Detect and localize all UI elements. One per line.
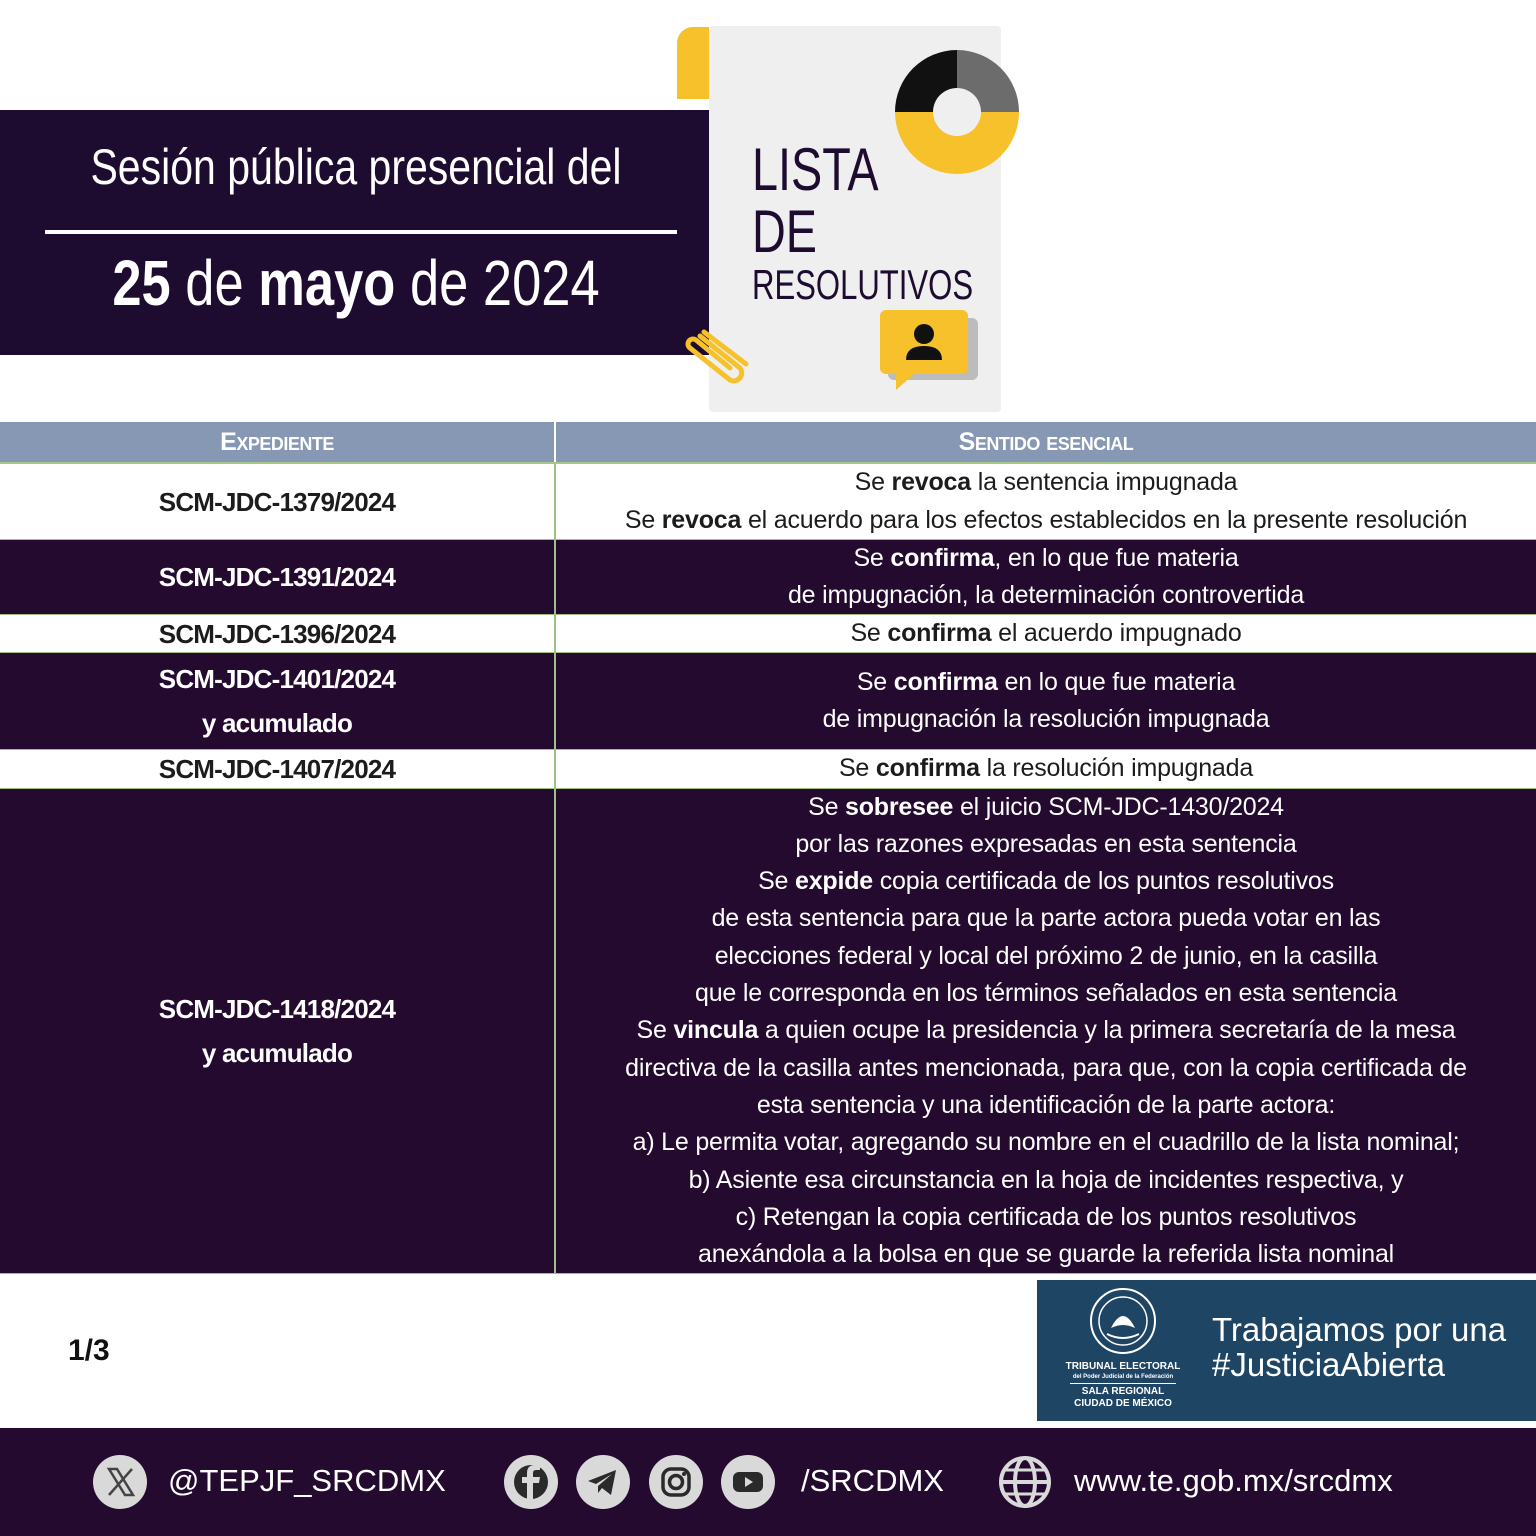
sentido-text: Se xyxy=(850,618,888,647)
institution-name-line4: CIUDAD DE MÉXICO xyxy=(1074,1398,1172,1409)
expediente-text: SCM-JDC-1391/2024 xyxy=(158,562,396,592)
header-sentido: Sentido esencial xyxy=(958,427,1134,456)
sentido-text: Se xyxy=(624,505,662,534)
sentido-text: Se xyxy=(854,468,892,497)
telegram-icon[interactable] xyxy=(576,1455,630,1509)
table-row xyxy=(0,750,1536,789)
sentido-line xyxy=(712,900,1381,937)
resolutions-table xyxy=(0,422,1536,1274)
expediente-text: y acumulado xyxy=(201,1038,353,1068)
sentido-text: esta sentencia y una identificación de la parte actora: xyxy=(756,1090,1336,1119)
session-date xyxy=(64,246,648,320)
sentido-text: Se xyxy=(758,867,796,896)
globe-icon[interactable] xyxy=(998,1455,1052,1509)
ruling-verb: confirma xyxy=(893,667,998,696)
sentido-line xyxy=(855,464,1238,501)
sentido-text: Se xyxy=(636,1016,674,1045)
sentido-cell xyxy=(556,750,1536,788)
slogan-line2: #JusticiaAbierta xyxy=(1212,1346,1445,1383)
sentido-text: Se xyxy=(856,667,894,696)
sentido-text: a quien ocupe la presidencia y la primera secretaría de la mesa xyxy=(758,1016,1456,1045)
sentido-text: de impugnación, la determinación controvertida xyxy=(787,581,1305,609)
sentido-text: el acuerdo impugnado xyxy=(991,618,1242,647)
expediente-cell xyxy=(0,750,556,788)
sentido-text: b) Asiente esa circunstancia en la hoja de incidentes respectiva, y xyxy=(688,1165,1404,1194)
sentido-text: Se xyxy=(838,754,876,783)
sentido-line xyxy=(637,1012,1456,1049)
date-year: 2024 xyxy=(482,247,600,319)
date-de-2: de xyxy=(409,247,469,319)
institution-name-line2: del Poder Judicial de la Federación xyxy=(1072,1374,1174,1380)
sentido-cell xyxy=(556,789,1536,1273)
table-body xyxy=(0,464,1536,1274)
sentido-text: Se xyxy=(808,792,846,821)
paperclip-icon xyxy=(680,328,752,386)
sentido-line xyxy=(757,1087,1335,1124)
session-title: Sesión pública presencial del xyxy=(90,139,622,195)
sentido-text: por las razones expresadas en esta sentencia xyxy=(795,829,1297,858)
ruling-verb: revoca xyxy=(891,468,971,497)
sentido-text: c) Retengan la copia certificada de los puntos resolutivos xyxy=(735,1202,1357,1231)
website-link[interactable]: www.te.gob.mx/srcdmx xyxy=(1074,1463,1393,1498)
sentido-line xyxy=(625,1050,1467,1087)
national-seal-icon xyxy=(1085,1286,1161,1356)
sentido-text: de esta sentencia para que la parte actora pueda votar en las xyxy=(711,904,1381,933)
sentido-line xyxy=(853,540,1238,577)
sentido-line xyxy=(850,615,1241,652)
sentido-text: el acuerdo para los efectos establecidos en la presente resolución xyxy=(741,505,1468,534)
youtube-icon[interactable] xyxy=(721,1455,775,1509)
table-row xyxy=(0,653,1536,750)
expediente-text: y acumulado xyxy=(201,708,353,738)
ruling-verb: confirma xyxy=(890,543,995,572)
x-logo-icon[interactable] xyxy=(93,1455,147,1509)
institution-slogan xyxy=(1212,1312,1506,1382)
sentido-text: directiva de la casilla antes mencionada, para que, con la copia certificada de xyxy=(625,1053,1467,1082)
date-month: mayo xyxy=(258,247,396,319)
sentido-text: a) Le permita votar, agregando su nombre en el cuadrillo de la lista nominal; xyxy=(632,1128,1460,1157)
sentido-line xyxy=(839,750,1253,787)
ruling-verb: expide xyxy=(795,867,874,896)
table-row xyxy=(0,464,1536,540)
sentido-text: en lo que fue materia xyxy=(997,667,1236,696)
sentido-line xyxy=(695,975,1397,1012)
sentido-line xyxy=(857,664,1235,701)
sentido-text: la sentencia impugnada xyxy=(970,468,1238,497)
institution-name-line3: SALA REGIONAL xyxy=(1081,1386,1165,1397)
sentido-line xyxy=(633,1124,1460,1161)
sentido-line xyxy=(715,938,1378,975)
expediente-text: SCM-JDC-1379/2024 xyxy=(158,486,396,517)
header-divider xyxy=(45,230,677,234)
sentido-line xyxy=(758,863,1334,900)
expediente-cell xyxy=(0,653,556,749)
sentido-cell xyxy=(556,653,1536,749)
sentido-line xyxy=(788,577,1304,614)
document-title xyxy=(752,136,1051,308)
document-tab xyxy=(677,27,709,99)
date-de-1: de xyxy=(185,247,244,319)
sentido-cell xyxy=(556,615,1536,652)
ruling-verb: sobresee xyxy=(845,792,954,821)
sentido-line xyxy=(698,1236,1394,1273)
instagram-icon[interactable] xyxy=(649,1455,703,1509)
sentido-line xyxy=(823,701,1270,738)
page-number: 1/3 xyxy=(68,1334,110,1367)
institution-name-line1: TRIBUNAL ELECTORAL xyxy=(1065,1361,1181,1372)
ruling-verb: revoca xyxy=(661,505,742,534)
sentido-cell xyxy=(556,540,1536,614)
sentido-cell xyxy=(556,464,1536,539)
expediente-text: SCM-JDC-1401/2024 xyxy=(158,664,396,694)
ruling-verb: confirma xyxy=(875,754,980,783)
sentido-text: copia certificada de los puntos resolutivos xyxy=(873,867,1334,896)
expediente-cell xyxy=(0,464,556,539)
sentido-text: de impugnación la resolución impugnada xyxy=(822,705,1270,733)
header-expediente: Expediente xyxy=(0,422,556,462)
expediente-text: SCM-JDC-1407/2024 xyxy=(158,754,396,784)
sentido-text: , en lo que fue materia xyxy=(994,543,1239,572)
sentido-line xyxy=(808,789,1284,826)
doc-title-line1: LISTA xyxy=(752,136,879,203)
date-day: 25 xyxy=(112,247,171,319)
expediente-cell xyxy=(0,615,556,652)
doc-title-line3: RESOLUTIVOS xyxy=(752,261,974,308)
ruling-verb: confirma xyxy=(887,618,992,647)
sentido-text: el juicio SCM-JDC-1430/2024 xyxy=(953,792,1284,821)
doc-title-line2: DE xyxy=(752,198,818,265)
sentido-line xyxy=(689,1162,1404,1199)
facebook-icon[interactable] xyxy=(504,1455,558,1509)
table-row xyxy=(0,789,1536,1274)
social-handle-link[interactable]: /SRCDMX xyxy=(801,1463,944,1498)
sentido-line xyxy=(795,826,1296,863)
institution-divider xyxy=(1070,1383,1176,1384)
expediente-text: SCM-JDC-1396/2024 xyxy=(158,618,396,649)
ruling-verb: vincula xyxy=(673,1016,759,1045)
sentido-line xyxy=(736,1199,1357,1236)
expediente-cell xyxy=(0,540,556,614)
expediente-cell xyxy=(0,789,556,1273)
slogan-line1: Trabajamos por una xyxy=(1212,1311,1507,1348)
institution-name xyxy=(1062,1362,1184,1409)
sentido-text: anexándola a la bolsa en que se guarde la referida lista nominal xyxy=(697,1240,1394,1269)
table-row xyxy=(0,615,1536,653)
table-row xyxy=(0,540,1536,615)
sentido-text: que le corresponda en los términos señalados en esta sentencia xyxy=(695,979,1397,1008)
sentido-text: elecciones federal y local del próximo 2 de junio, en la casilla xyxy=(714,941,1378,970)
x-handle-link[interactable]: @TEPJF_SRCDMX xyxy=(168,1463,446,1498)
sentido-text: Se xyxy=(853,543,891,572)
sentido-line xyxy=(625,502,1467,539)
user-chat-icon xyxy=(880,310,980,392)
sentido-text: la resolución impugnada xyxy=(979,754,1254,783)
expediente-text: SCM-JDC-1418/2024 xyxy=(158,994,396,1024)
table-header xyxy=(0,422,1536,464)
